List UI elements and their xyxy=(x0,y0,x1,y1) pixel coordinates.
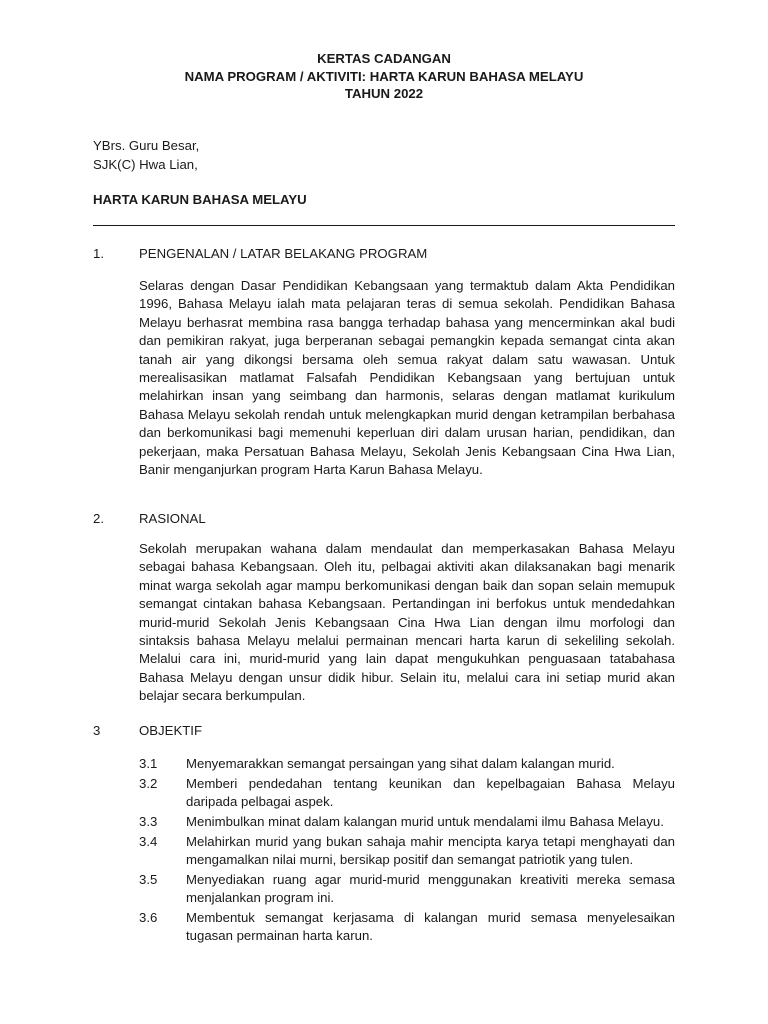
recipient-line-2: SJK(C) Hwa Lian, xyxy=(93,157,198,172)
section-1-body: Selaras dengan Dasar Pendidikan Kebangsaan yang termaktub dalam Akta Pendidikan 1996, Bahasa Melayu ialah mata pelajaran teras di semua sekolah. Pendidikan Bahasa Melayu berhasrat membina rasa bangga terhadap bahasa yang mencerminkan akal budi dan pemikiran rakyat, juga berperanan sebagai pemangkin kepada semangat cinta akan tanah air yang dikongsi bersama oleh semua rakyat dalam satu wawasan. Untuk merealisasikan matlamat Falsafah Pendidikan Kebangsaan yang bertujuan untuk melahirkan insan yang seimbang dan harmonis, selaras dengan matlamat kurikulum Bahasa Melayu sekolah rendah untuk melengkapkan murid dengan ketrampilan berbahasa dan berkomunikasi bagi memenuhi keperluan diri dalam urusan harian, pendidikan, dan pekerjaan, maka Persatuan Bahasa Melayu, Sekolah Jenis Kebangsaan Cina Hwa Lian, Banir menganjurkan program Harta Karun Bahasa Melayu. xyxy=(139,278,675,478)
section-3-number: 3 xyxy=(93,723,101,738)
objective-list xyxy=(139,755,675,947)
section-2-body: Sekolah merupakan wahana dalam mendaulat dan memperkasakan Bahasa Melayu sebagai bahasa Kebangsaan. Oleh itu, pelbagai aktiviti akan dilaksanakan bagi menarik minat warga sekolah agar mampu berkomunikasi dengan baik dan sopan selain memupuk semangat cintakan bahasa Kebangsaan. Pertandingan ini berfokus untuk mendedahkan murid-murid Sekolah Jenis Kebangsaan Cina Hwa Lian dengan ilmu morfologi dan sintaksis bahasa Melayu melalui permainan mencari harta karun di sekeliling sekolah. Melalui cara ini, murid-murid yang lain dapat mengukuhkan penguasaan tatabahasa Bahasa Melayu dengan unsur didik hibur. Selain itu, melalui cara ini setiap murid akan belajar secara berkumpulan. xyxy=(139,541,675,704)
objective-text: Menyediakan ruang agar murid-murid menggunakan kreativiti mereka semasa menjalankan program ini. xyxy=(186,872,675,905)
objective-number: 3.6 xyxy=(139,910,158,925)
objective-item xyxy=(139,775,675,811)
objective-item xyxy=(139,833,675,869)
subject-divider xyxy=(93,225,675,226)
section-1-number: 1. xyxy=(93,246,104,261)
objective-text: Melahirkan murid yang bukan sahaja mahir mencipta karya tetapi menghayati dan mengamalkan nilai murni, bersikap positif dan semangat patriotik yang tulen. xyxy=(186,834,675,867)
recipient-line-1: YBrs. Guru Besar, xyxy=(93,138,200,153)
objective-number: 3.5 xyxy=(139,872,158,887)
objective-item xyxy=(139,871,675,907)
objective-text: Menimbulkan minat dalam kalangan murid untuk mendalami ilmu Bahasa Melayu. xyxy=(186,814,664,829)
year-title: TAHUN 2022 xyxy=(344,86,424,101)
objective-text: Menyemarakkan semangat persaingan yang sihat dalam kalangan murid. xyxy=(186,756,615,771)
recipient-address xyxy=(93,136,199,174)
section-3-title: OBJEKTIF xyxy=(139,723,203,738)
objective-number: 3.3 xyxy=(139,814,158,829)
objective-text: Memberi pendedahan tentang keunikan dan kepelbagaian Bahasa Melayu daripada pelbagai aspek. xyxy=(186,776,675,809)
document-header xyxy=(0,50,768,103)
program-name-title: NAMA PROGRAM / AKTIVITI: HARTA KARUN BAHASA MELAYU xyxy=(184,68,584,84)
section-2-title: RASIONAL xyxy=(139,511,206,526)
objective-item xyxy=(139,909,675,945)
objective-number: 3.1 xyxy=(139,756,158,771)
objective-item xyxy=(139,755,675,773)
objective-number: 3.4 xyxy=(139,834,158,849)
section-2-number: 2. xyxy=(93,511,104,526)
section-1-title: PENGENALAN / LATAR BELAKANG PROGRAM xyxy=(139,246,428,261)
document-type-title: KERTAS CADANGAN xyxy=(317,51,451,66)
objective-number: 3.2 xyxy=(139,776,158,791)
objective-item xyxy=(139,813,675,831)
subject-heading: HARTA KARUN BAHASA MELAYU xyxy=(93,192,307,207)
objective-text: Membentuk semangat kerjasama di kalangan murid semasa menyelesaikan tugasan permainan harta karun. xyxy=(186,910,675,943)
